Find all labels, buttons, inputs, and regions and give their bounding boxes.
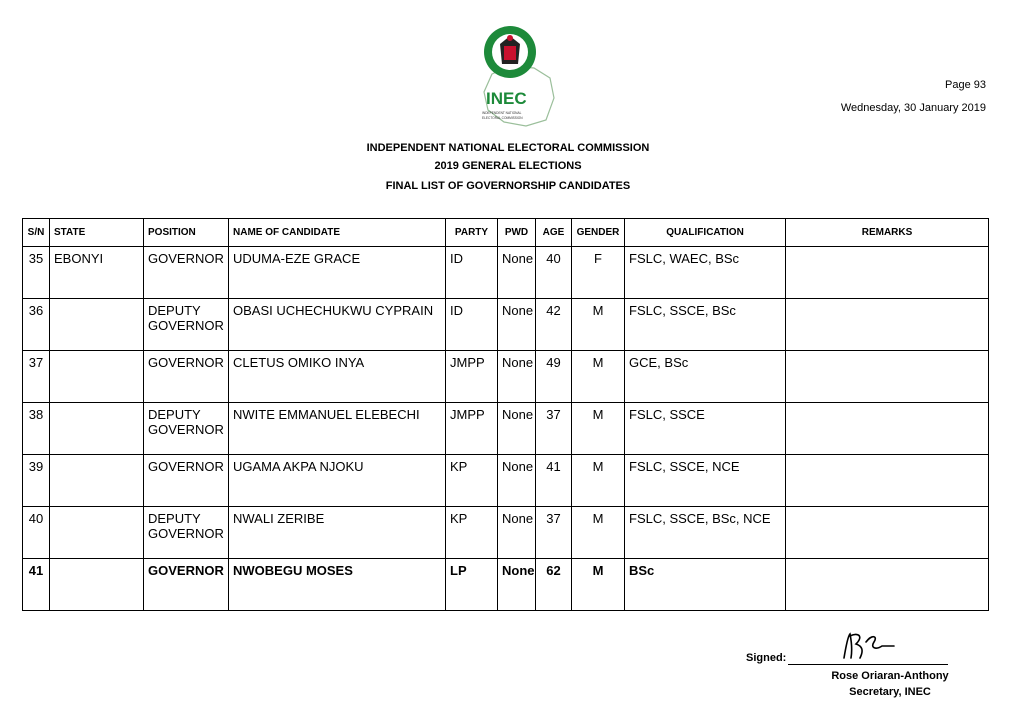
cell-state — [50, 507, 144, 559]
cell-position: DEPUTY GOVERNOR — [144, 299, 229, 351]
cell-name: NWOBEGU MOSES — [229, 559, 446, 611]
signature-line — [788, 664, 948, 665]
table-row — [23, 247, 989, 299]
col-header-remarks: REMARKS — [786, 219, 989, 247]
table-row — [23, 507, 989, 559]
col-header-gender: GENDER — [572, 219, 625, 247]
cell-remarks — [786, 247, 989, 299]
cell-qualification: FSLC, SSCE, NCE — [625, 455, 786, 507]
cell-sn: 37 — [23, 351, 50, 403]
cell-remarks — [786, 403, 989, 455]
cell-age: 49 — [536, 351, 572, 403]
cell-sn: 36 — [23, 299, 50, 351]
cell-gender: M — [572, 455, 625, 507]
cell-name: UGAMA AKPA NJOKU — [229, 455, 446, 507]
cell-qualification: FSLC, SSCE, BSc, NCE — [625, 507, 786, 559]
cell-qualification: BSc — [625, 559, 786, 611]
cell-party: KP — [446, 455, 498, 507]
cell-party: KP — [446, 507, 498, 559]
cell-gender: M — [572, 559, 625, 611]
cell-sn: 40 — [23, 507, 50, 559]
cell-pwd: None — [498, 247, 536, 299]
cell-age: 62 — [536, 559, 572, 611]
cell-remarks — [786, 351, 989, 403]
cell-state — [50, 455, 144, 507]
cell-gender: M — [572, 507, 625, 559]
cell-age: 42 — [536, 299, 572, 351]
cell-position: DEPUTY GOVERNOR — [144, 403, 229, 455]
page-info — [841, 74, 986, 120]
cell-party: ID — [446, 299, 498, 351]
cell-age: 40 — [536, 247, 572, 299]
cell-qualification: FSLC, SSCE — [625, 403, 786, 455]
table-row — [23, 299, 989, 351]
col-header-position: POSITION — [144, 219, 229, 247]
cell-remarks — [786, 559, 989, 611]
cell-gender: M — [572, 351, 625, 403]
cell-pwd: None — [498, 299, 536, 351]
cell-remarks — [786, 507, 989, 559]
cell-party: LP — [446, 559, 498, 611]
col-header-name: NAME OF CANDIDATE — [229, 219, 446, 247]
cell-pwd: None — [498, 455, 536, 507]
cell-age: 37 — [536, 507, 572, 559]
cell-state — [50, 559, 144, 611]
cell-name: OBASI UCHECHUKWU CYPRAIN — [229, 299, 446, 351]
cell-qualification: FSLC, WAEC, BSc — [625, 247, 786, 299]
document-date: Wednesday, 30 January 2019 — [840, 102, 986, 114]
cell-age: 37 — [536, 403, 572, 455]
cell-name: UDUMA-EZE GRACE — [229, 247, 446, 299]
signer-name: Rose Oriaran-Anthony — [831, 670, 949, 682]
signed-label: Signed: — [746, 652, 787, 664]
commission-title: INDEPENDENT NATIONAL ELECTORAL COMMISSION — [366, 142, 650, 154]
col-header-party: PARTY — [446, 219, 498, 247]
cell-sn: 39 — [23, 455, 50, 507]
col-header-pwd: PWD — [498, 219, 536, 247]
inec-logo-text: INEC — [486, 89, 527, 108]
cell-position: GOVERNOR — [144, 247, 229, 299]
table-row — [23, 559, 989, 611]
cell-pwd: None — [498, 351, 536, 403]
cell-qualification: GCE, BSc — [625, 351, 786, 403]
election-title: 2019 GENERAL ELECTIONS — [434, 160, 582, 172]
cell-state — [50, 403, 144, 455]
cell-position: GOVERNOR — [144, 559, 229, 611]
list-title: FINAL LIST OF GOVERNORSHIP CANDIDATES — [385, 180, 631, 192]
cell-name: CLETUS OMIKO INYA — [229, 351, 446, 403]
cell-position: GOVERNOR — [144, 455, 229, 507]
cell-sn: 35 — [23, 247, 50, 299]
cell-position: GOVERNOR — [144, 351, 229, 403]
cell-state: EBONYI — [50, 247, 144, 299]
cell-party: JMPP — [446, 403, 498, 455]
cell-state — [50, 299, 144, 351]
page-number: Page 93 — [945, 79, 986, 91]
cell-party: ID — [446, 247, 498, 299]
svg-text:INDEPENDENT NATIONAL: INDEPENDENT NATIONAL — [482, 111, 522, 115]
cell-qualification: FSLC, SSCE, BSc — [625, 299, 786, 351]
cell-state — [50, 351, 144, 403]
cell-gender: M — [572, 403, 625, 455]
table-header-row — [23, 219, 989, 247]
col-header-qualification: QUALIFICATION — [625, 219, 786, 247]
cell-sn: 38 — [23, 403, 50, 455]
cell-gender: M — [572, 299, 625, 351]
handwritten-signature — [838, 628, 898, 664]
col-header-age: AGE — [536, 219, 572, 247]
signer-title: Secretary, INEC — [849, 686, 931, 698]
candidates-table — [22, 218, 989, 611]
col-header-sn: S/N — [23, 219, 50, 247]
inec-logo — [474, 22, 558, 140]
col-header-state: STATE — [50, 219, 144, 247]
cell-gender: F — [572, 247, 625, 299]
table-row — [23, 351, 989, 403]
table-row — [23, 403, 989, 455]
cell-name: NWITE EMMANUEL ELEBECHI — [229, 403, 446, 455]
svg-text:ELECTORAL COMMISSION: ELECTORAL COMMISSION — [482, 116, 523, 120]
cell-sn: 41 — [23, 559, 50, 611]
cell-age: 41 — [536, 455, 572, 507]
cell-pwd: None — [498, 403, 536, 455]
cell-position: DEPUTY GOVERNOR — [144, 507, 229, 559]
cell-party: JMPP — [446, 351, 498, 403]
cell-pwd: None — [498, 559, 536, 611]
cell-remarks — [786, 455, 989, 507]
cell-pwd: None — [498, 507, 536, 559]
table-row — [23, 455, 989, 507]
cell-name: NWALI ZERIBE — [229, 507, 446, 559]
cell-remarks — [786, 299, 989, 351]
